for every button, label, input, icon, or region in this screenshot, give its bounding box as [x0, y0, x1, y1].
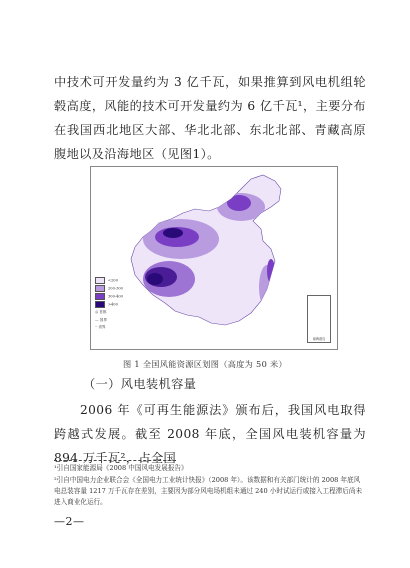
- legend-swatch: [95, 285, 105, 292]
- inset-label: 南海诸岛: [312, 337, 326, 341]
- footnote-2: ²引自中国电力企业联合会《全国电力工业统计快报》（2008 年）。该数据和有关部门统计的 2008 年底风电总装容量 1217 万千瓦存在差别，主要因为部分风电场机组未通过 240 小时试运行或接入工程滞后尚未进入商业化运行。: [54, 476, 363, 506]
- body-paragraph-2: 2006 年《可再生能源法》颁布后，我国风电取得跨越式发展。截至 2008 年底，全国风电装机容量为 894 万千瓦²，占全国: [54, 403, 366, 465]
- legend-swatch: [95, 301, 105, 308]
- body-paragraph-1: 中技术可开发量约为 3 亿千瓦，如果推算到风电机组轮毂高度，风能的技术可开发量约为 6 亿千瓦¹，主要分布在我国西北地区大部、华北北部、东北北部、青藏高原腹地以及沿海地区（见图1）。: [54, 75, 366, 161]
- legend-item: 300-400: [95, 293, 123, 301]
- footnote-divider: [54, 460, 176, 461]
- legend-item: 200-300: [95, 285, 123, 293]
- legend-swatch: [95, 277, 105, 284]
- capital-icon: ◎: [95, 310, 100, 314]
- province-line-icon: ┄: [95, 325, 99, 329]
- section-heading: （一）风电装机容量: [83, 377, 197, 391]
- map-legend: [95, 277, 123, 332]
- legend-item: <200: [95, 277, 123, 285]
- wind-resource-map: [90, 166, 338, 350]
- legend-item: — 国界: [95, 317, 107, 322]
- figure-caption: 图 1 全国风能资源区划图（高度为 50 米）: [123, 359, 287, 369]
- legend-item: ┄ 省界: [95, 325, 106, 329]
- legend-swatch: [95, 293, 105, 300]
- south-china-sea-inset: [307, 295, 331, 343]
- border-line-icon: —: [95, 317, 100, 322]
- legend-item: ◎ 首都: [95, 310, 107, 314]
- china-map-graphic: [91, 167, 337, 349]
- footnote-1: ¹引自国家能源局《2008 中国风电发展报告》: [54, 464, 188, 472]
- page-number: —2—: [54, 515, 85, 528]
- legend-item: >400: [95, 301, 123, 309]
